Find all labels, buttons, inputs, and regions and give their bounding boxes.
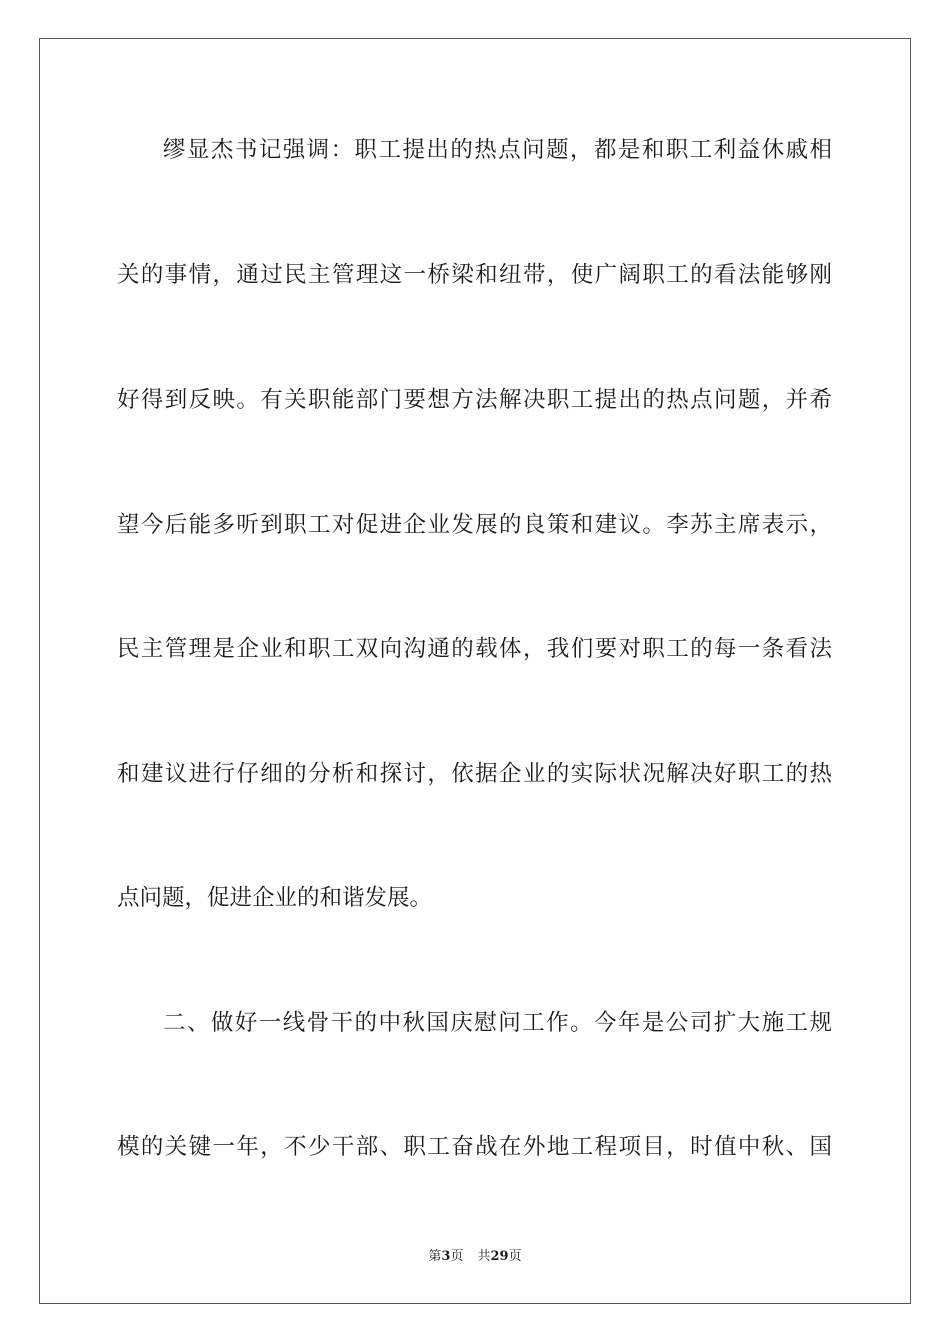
page-number: 3 (441, 1249, 451, 1264)
page-suffix: 页 (450, 1249, 464, 1264)
paragraph-line: 二、做好一线骨干的中秋国庆慰问工作。今年是公司扩大施工规 (163, 1010, 832, 1036)
paragraph-line: 缪显杰书记强调：职工提出的热点问题，都是和职工利益休戚相 (163, 137, 832, 163)
page-prefix: 第 (428, 1249, 442, 1264)
total-prefix: 共 (477, 1249, 491, 1264)
paragraph-line: 关的事情，通过民主管理这一桥梁和纽带，使广阔职工的看法能够刚 (117, 262, 832, 288)
paragraph-line: 点问题，促进企业的和谐发展。 (117, 885, 433, 911)
total-suffix: 页 (508, 1249, 522, 1264)
page-footer (0, 1248, 950, 1266)
total-pages: 29 (490, 1249, 509, 1264)
page-border (39, 38, 911, 1304)
paragraph-line: 好得到反映。有关职能部门要想方法解决职工提出的热点问题，并希 (117, 387, 832, 413)
paragraph-line: 民主管理是企业和职工双向沟通的载体，我们要对职工的每一条看法 (117, 636, 832, 662)
paragraph-line: 模的关键一年，不少干部、职工奋战在外地工程项目，时值中秋、国 (117, 1134, 832, 1160)
paragraph-line: 望今后能多听到职工对促进企业发展的良策和建议。李苏主席表示， (117, 512, 832, 538)
paragraph-line: 和建议进行仔细的分析和探讨，依据企业的实际状况解决好职工的热 (117, 761, 832, 787)
